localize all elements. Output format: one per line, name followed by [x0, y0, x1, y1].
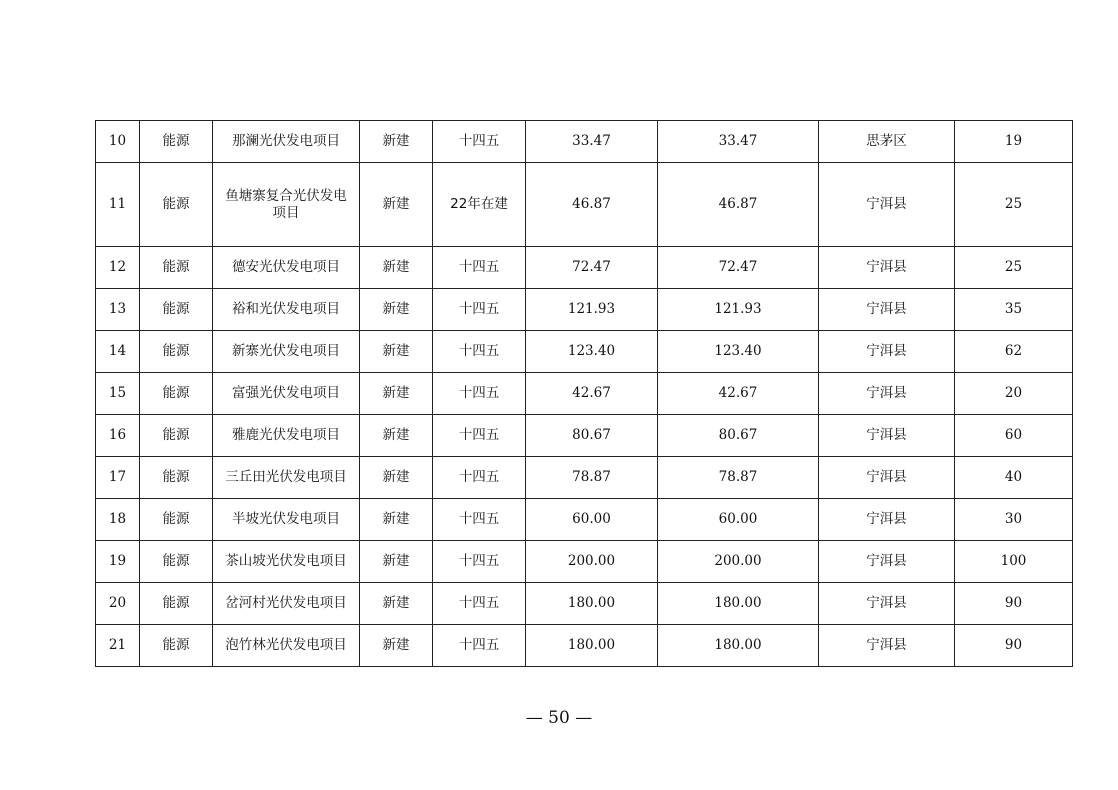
- location-cell: 宁洱县: [819, 415, 955, 457]
- period-cell: 十四五: [433, 583, 526, 625]
- table-row: [96, 541, 1073, 583]
- total-investment-cell: 60.00: [526, 499, 658, 541]
- location-cell: 宁洱县: [819, 457, 955, 499]
- build-type-cell: 新建: [360, 625, 433, 667]
- build-type-cell: 新建: [360, 499, 433, 541]
- table-row: [96, 163, 1073, 247]
- build-type-cell: 新建: [360, 331, 433, 373]
- planned-investment-cell: 80.67: [658, 415, 819, 457]
- category-cell: 能源: [140, 541, 213, 583]
- planned-investment-cell: 123.40: [658, 331, 819, 373]
- row-number: 19: [96, 541, 140, 583]
- total-investment-cell: 80.67: [526, 415, 658, 457]
- planned-investment-cell: 78.87: [658, 457, 819, 499]
- period-cell: 十四五: [433, 457, 526, 499]
- location-cell: 宁洱县: [819, 289, 955, 331]
- location-cell: 宁洱县: [819, 625, 955, 667]
- category-cell: 能源: [140, 415, 213, 457]
- capacity-cell: 60: [955, 415, 1073, 457]
- category-cell: 能源: [140, 373, 213, 415]
- category-cell: 能源: [140, 625, 213, 667]
- table-row: [96, 457, 1073, 499]
- category-cell: 能源: [140, 583, 213, 625]
- project-name-cell: 德安光伏发电项目: [213, 247, 360, 289]
- planned-investment-cell: 46.87: [658, 163, 819, 247]
- project-name-cell: 新寨光伏发电项目: [213, 331, 360, 373]
- project-name-line-1: 鱼塘寨复合光伏发电: [225, 188, 347, 205]
- table-row: [96, 331, 1073, 373]
- period-cell: 22年在建: [433, 163, 526, 247]
- build-type-cell: 新建: [360, 583, 433, 625]
- table-row: [96, 583, 1073, 625]
- row-number: 13: [96, 289, 140, 331]
- location-cell: 宁洱县: [819, 541, 955, 583]
- capacity-cell: 40: [955, 457, 1073, 499]
- period-cell: 十四五: [433, 289, 526, 331]
- category-cell: 能源: [140, 457, 213, 499]
- project-name-cell: 那澜光伏发电项目: [213, 121, 360, 163]
- planned-investment-cell: 121.93: [658, 289, 819, 331]
- table-body: [96, 121, 1073, 667]
- project-name-cell: [213, 163, 360, 247]
- table-row: [96, 499, 1073, 541]
- location-cell: 宁洱县: [819, 247, 955, 289]
- total-investment-cell: 72.47: [526, 247, 658, 289]
- planned-investment-cell: 72.47: [658, 247, 819, 289]
- period-cell: 十四五: [433, 415, 526, 457]
- capacity-cell: 90: [955, 583, 1073, 625]
- project-name-cell: 泡竹林光伏发电项目: [213, 625, 360, 667]
- period-cell: 十四五: [433, 331, 526, 373]
- capacity-cell: 35: [955, 289, 1073, 331]
- total-investment-cell: 42.67: [526, 373, 658, 415]
- total-investment-cell: 180.00: [526, 583, 658, 625]
- period-cell: 十四五: [433, 541, 526, 583]
- build-type-cell: 新建: [360, 457, 433, 499]
- row-number: 20: [96, 583, 140, 625]
- planned-investment-cell: 42.67: [658, 373, 819, 415]
- build-type-cell: 新建: [360, 415, 433, 457]
- project-name-line-2: 项目: [272, 204, 300, 221]
- build-type-cell: 新建: [360, 541, 433, 583]
- planned-investment-cell: 200.00: [658, 541, 819, 583]
- planned-investment-cell: 180.00: [658, 583, 819, 625]
- build-type-cell: 新建: [360, 373, 433, 415]
- location-cell: 宁洱县: [819, 499, 955, 541]
- capacity-cell: 90: [955, 625, 1073, 667]
- location-cell: 宁洱县: [819, 163, 955, 247]
- row-number: 14: [96, 331, 140, 373]
- location-cell: 宁洱县: [819, 373, 955, 415]
- table-row: [96, 121, 1073, 163]
- total-investment-cell: 200.00: [526, 541, 658, 583]
- row-number: 18: [96, 499, 140, 541]
- build-type-cell: 新建: [360, 163, 433, 247]
- capacity-cell: 25: [955, 247, 1073, 289]
- period-cell: 十四五: [433, 625, 526, 667]
- capacity-cell: 62: [955, 331, 1073, 373]
- capacity-cell: 19: [955, 121, 1073, 163]
- project-name-cell: 裕和光伏发电项目: [213, 289, 360, 331]
- category-cell: 能源: [140, 331, 213, 373]
- total-investment-cell: 33.47: [526, 121, 658, 163]
- table-row: [96, 247, 1073, 289]
- planned-investment-cell: 33.47: [658, 121, 819, 163]
- category-cell: 能源: [140, 121, 213, 163]
- row-number: 12: [96, 247, 140, 289]
- row-number: 15: [96, 373, 140, 415]
- category-cell: 能源: [140, 163, 213, 247]
- page-number: — 50 —: [525, 708, 593, 728]
- period-cell: 十四五: [433, 121, 526, 163]
- category-cell: 能源: [140, 247, 213, 289]
- build-type-cell: 新建: [360, 247, 433, 289]
- planned-investment-cell: 180.00: [658, 625, 819, 667]
- table-row: [96, 373, 1073, 415]
- row-number: 11: [96, 163, 140, 247]
- project-name-cell: 三丘田光伏发电项目: [213, 457, 360, 499]
- project-table: [95, 120, 1073, 667]
- project-name-cell: 半坡光伏发电项目: [213, 499, 360, 541]
- category-cell: 能源: [140, 289, 213, 331]
- period-cell: 十四五: [433, 247, 526, 289]
- build-type-cell: 新建: [360, 289, 433, 331]
- project-name-cell: 茶山坡光伏发电项目: [213, 541, 360, 583]
- planned-investment-cell: 60.00: [658, 499, 819, 541]
- build-type-cell: 新建: [360, 121, 433, 163]
- total-investment-cell: 123.40: [526, 331, 658, 373]
- row-number: 17: [96, 457, 140, 499]
- capacity-cell: 100: [955, 541, 1073, 583]
- period-cell: 十四五: [433, 373, 526, 415]
- table-row: [96, 415, 1073, 457]
- project-name-cell: 雅鹿光伏发电项目: [213, 415, 360, 457]
- period-cell: 十四五: [433, 499, 526, 541]
- table-row: [96, 625, 1073, 667]
- capacity-cell: 30: [955, 499, 1073, 541]
- total-investment-cell: 121.93: [526, 289, 658, 331]
- row-number: 21: [96, 625, 140, 667]
- project-name-cell: 岔河村光伏发电项目: [213, 583, 360, 625]
- total-investment-cell: 46.87: [526, 163, 658, 247]
- table-row: [96, 289, 1073, 331]
- project-name-cell: 富强光伏发电项目: [213, 373, 360, 415]
- row-number: 16: [96, 415, 140, 457]
- total-investment-cell: 180.00: [526, 625, 658, 667]
- location-cell: 思茅区: [819, 121, 955, 163]
- total-investment-cell: 78.87: [526, 457, 658, 499]
- row-number: 10: [96, 121, 140, 163]
- location-cell: 宁洱县: [819, 331, 955, 373]
- capacity-cell: 25: [955, 163, 1073, 247]
- capacity-cell: 20: [955, 373, 1073, 415]
- category-cell: 能源: [140, 499, 213, 541]
- location-cell: 宁洱县: [819, 583, 955, 625]
